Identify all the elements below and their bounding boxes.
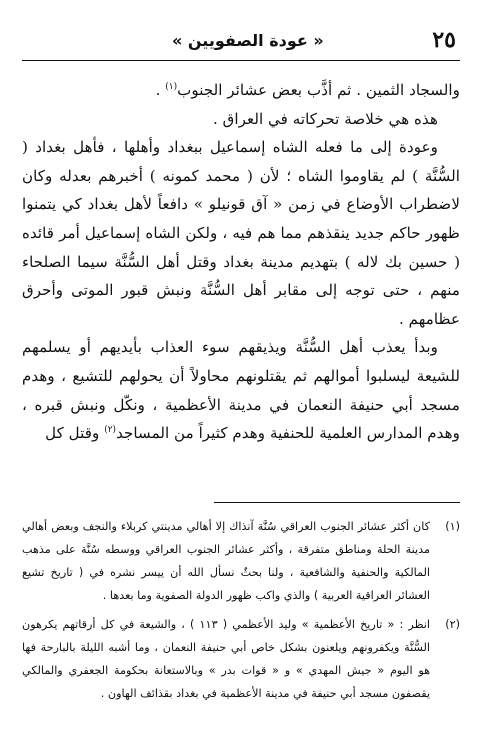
footnote-1-text: كان أكثر عشائر الجنوب العراقي سُنَّة آنذاك إلا أهالي مدينتي كربلاء والنجف وبعض أهالي مدينة الحلة ومناطق متفرقة ، وأكثر عشائر الجنوب العراقي ووسطه سُنَّة على مذهب المالكية والحنفية والشافعية ، ولنا بحثٌ نسأل الله أن ييسر نشره في ( تاريخ تشيع العشائر العراقية العربية ) والذي واكب ظهور الدولة الصفوية وما بعدها . (22, 520, 430, 602)
footnote-1 (22, 515, 460, 607)
footnote-ref-1: (١) (165, 81, 178, 92)
paragraph-4-text: وبدأ يعذب أهل السُّنَّة ويذيقهم سوء العذاب بأيديهم أو يسلمهم للشيعة ليسلبوا أموالهم ثم يقتلونهم محاولاً أن يحولهم للتشيع ، وهدم مسجد أبي حنيفة النعمان في مدينة الأعظمية ، ونكّل ونبش قبره ، وهدم المدارس العلمية للحنفية وهدم كثيراً من المساجد (22, 338, 460, 443)
footnote-rule (214, 502, 460, 503)
paragraph-1-end: . (155, 81, 161, 99)
footnotes (22, 515, 460, 711)
page-number: ٢٥ (432, 27, 456, 53)
paragraph-4-end: وقتل كل (45, 424, 100, 443)
paragraph-4 (22, 333, 460, 447)
paragraph-2: هذه هي خلاصة تحركاته في العراق . (212, 109, 438, 128)
paragraph-1 (22, 76, 460, 105)
paragraph-3: وعودة إلى ما فعله الشاه إسماعيل ببغداد وأهلها ، فأهل بغداد ( السُّنَّة ) لم يقاوموا الشاه ؛ لأن ( محمد كمونه ) أخبرهم بعدله وكان لاضطراب الأوضاع في زمن « آق قونيلو » دافعاً لأهل بغداد كي يتمنوا ظهور حاكم جديد ينقذهم مما هم فيه ، ولكن الشاه إسماعيل أمر قائده ( حسين بك لاله ) بتهديم مدينة بغداد وقتل أهل السُّنَّة سيما الصلحاء منهم ، حتى توجه إلى مقابر أهل السُّنَّة ونبش قبور الموتى وأحرق عظامهم . (22, 138, 460, 328)
page-header (22, 18, 460, 62)
footnote-2-text: انظر : « تاريخ الأعظمية » وليد الأعظمي ( ١١٣ ) ، والشيعة في كل أرقاتهم يكرهون السُّنَّة ويكفرونهم ويلعنون بشكل خاص أبي حنيفة النعمان ، وما أشبه الليلة بالبارحة فها هو اليوم « جيش المهدي » و « قوات بدر » وبالاستعانة بحكومة الجعفري والمالكي يقصفون مسجد أبي حنيفة في مدينة الأعظمية في بغداد بقذائف الهاون . (22, 618, 430, 700)
main-text (22, 76, 460, 448)
paragraph-1-text: والسجاد الثمين . ثم أذَّب بعض عشائر الجنوب (177, 81, 460, 99)
footnote-2-number: (٢) (445, 618, 460, 631)
header-rule (22, 60, 460, 61)
footnote-2 (22, 613, 460, 705)
book-page (22, 18, 460, 740)
footnote-ref-2: (٢) (104, 425, 117, 436)
running-title: « عودة الصفويين » (172, 30, 324, 50)
footnote-1-number: (١) (445, 520, 460, 533)
